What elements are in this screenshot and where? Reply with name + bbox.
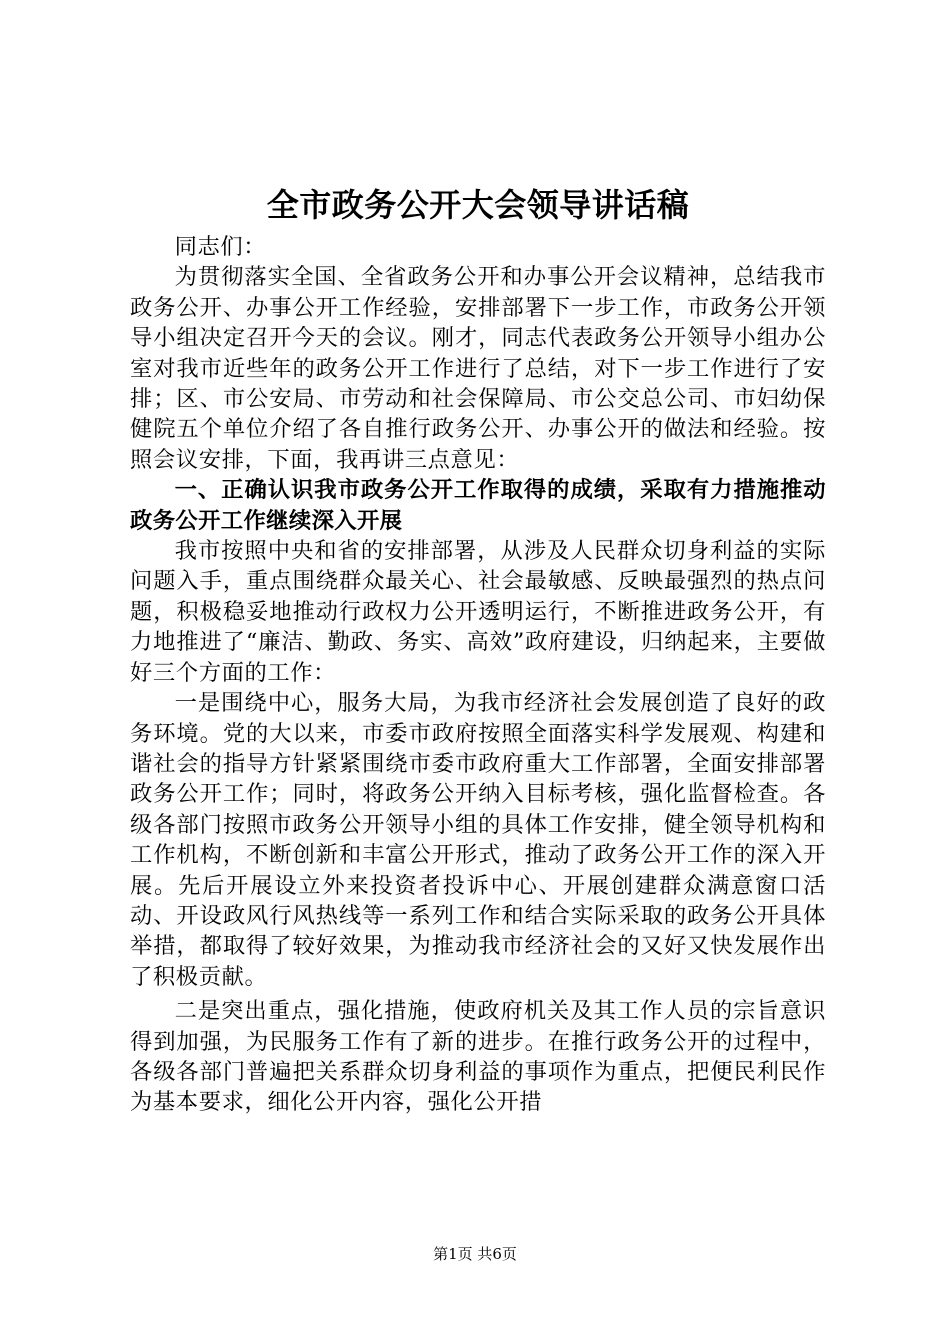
- document-body: [130, 182, 826, 1118]
- document-title: 全市政务公开大会领导讲话稿: [266, 186, 690, 224]
- body-paragraph: 一是围绕中心，服务大局，为我市经济社会发展创造了良好的政务环境。党的大以来，市委市政府按照全面落实科学发展观、构建和谐社会的指导方针紧紧围绕市委市政府重大工作部署，全面安排部署政务公开工作；同时，将政务公开纳入目标考核，强化监督检查。各级各部门按照市政务公开领导小组的具体工作安排，健全领导机构和工作机构，不断创新和丰富公开形式，推动了政务公开工作的深入开展。先后开展设立外来投资者投诉中心、开展创建群众满意窗口活动、开设政风行风热线等一系列工作和结合实际采取的政务公开具体举措，都取得了较好效果，为推动我市经济社会的又好又快发展作出了积极贡献。: [130, 690, 826, 990]
- page-footer: [0, 1244, 950, 1264]
- body-paragraph: 二是突出重点，强化措施，使政府机关及其工作人员的宗旨意识得到加强，为民服务工作有了新的进步。在推行政务公开的过程中，各级各部门普遍把关系群众切身利益的事项作为重点，把便民利民作为基本要求，细化公开内容，强化公开措: [130, 998, 826, 1116]
- salutation: 同志们：: [174, 234, 267, 260]
- intro-paragraph: 为贯彻落实全国、全省政务公开和办事公开会议精神，总结我市政务公开、办事公开工作经验，安排部署下一步工作，市政务公开领导小组决定召开今天的会议。刚才，同志代表政务公开领导小组办公室对我市近些年的政务公开工作进行了总结，对下一步工作进行了安排；区、市公安局、市劳动和社会保障局、市公交总公司、市妇幼保健院五个单位介绍了各自推行政务公开、办事公开的做法和经验。按照会议安排，下面，我再讲三点意见：: [130, 264, 826, 473]
- page-number: 第1页 共6页: [433, 1245, 517, 1263]
- section-heading-1: 一、正确认识我市政务公开工作取得的成绩，采取有力措施推动政务公开工作继续深入开展: [130, 477, 826, 534]
- body-paragraph: 我市按照中央和省的安排部署，从涉及人民群众切身利益的实际问题入手，重点围绕群众最关心、社会最敏感、反映最强烈的热点问题，积极稳妥地推动行政权力公开透明运行，不断推进政务公开，有力地推进了“廉洁、勤政、务实、高效”政府建设，归纳起来，主要做好三个方面的工作：: [130, 538, 826, 686]
